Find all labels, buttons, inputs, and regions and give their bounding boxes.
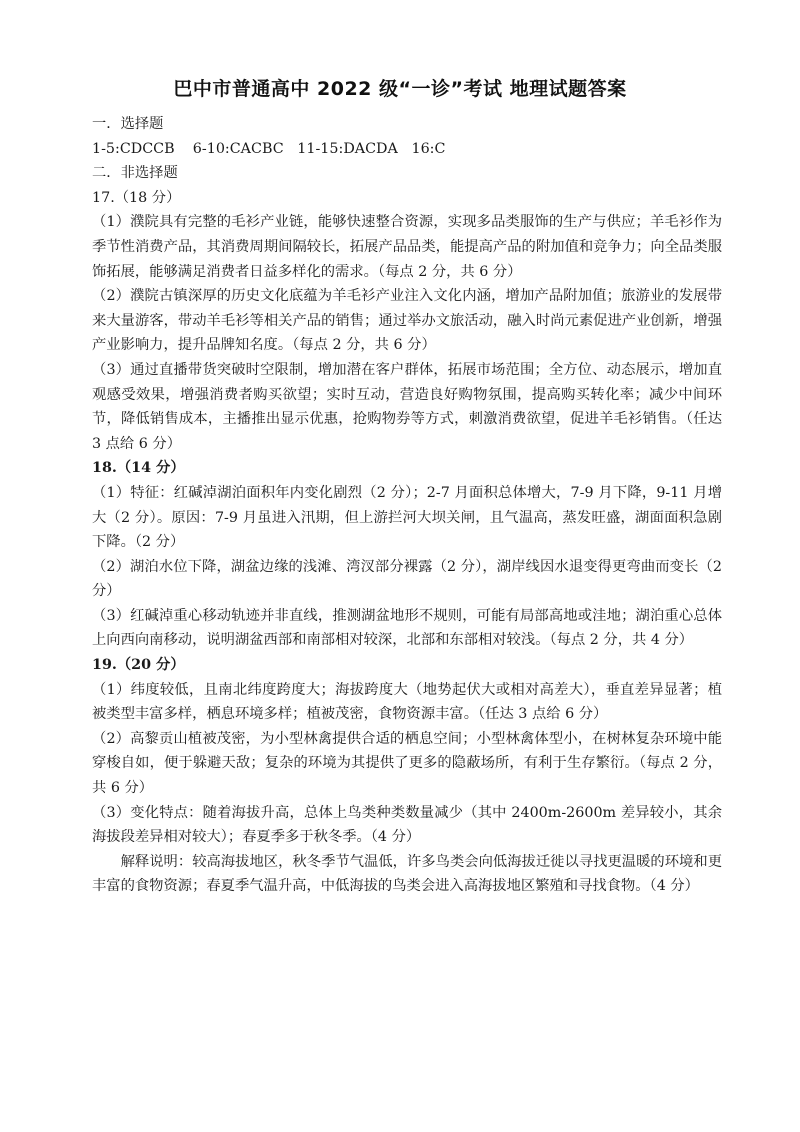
q18-answer-3: （3）红碱淖重心移动轨迹并非直线，推测湖盆地形不规则，可能有局部高地或洼地；湖泊重心总体上向西向南移动，说明湖盆西部和南部相对较深，北部和东部相对较浅。（每点 2 分，共 4 分） — [92, 607, 722, 649]
q19-answer-1: （1）纬度较低，且南北纬度跨度大；海拔跨度大（地势起伏大或相对高差大），垂直差异显著；植被类型丰富多样，栖息环境多样；植被茂密，食物资源丰富。（任达 3 点给 6 分） — [92, 681, 722, 723]
answer-content — [92, 112, 722, 899]
section-1-heading: 一．选择题 — [92, 116, 164, 132]
choice-answers: 1-5:CDCCB 6-10:CACBC 11-15:DACDA 16:C — [92, 140, 446, 157]
q19-answer-2: （2）高黎贡山植被茂密，为小型林禽提供合适的栖息空间；小型林禽体型小，在树林复杂环境中能穿梭自如，便于躲避天敌；复杂的环境为其提供了更多的隐蔽场所，有利于生存繁衍。（每点 2 分，共 6 分） — [92, 730, 722, 797]
q19-answer-explanation: 解释说明：较高海拔地区，秋冬季节气温低，许多鸟类会向低海拔迁徙以寻找更温暖的环境和更丰富的食物资源；春夏季气温升高，中低海拔的鸟类会进入高海拔地区繁殖和寻找食物。（4 分） — [92, 853, 722, 895]
page-title: 巴中市普通高中 2022 级“一诊”考试 地理试题答案 — [173, 78, 627, 100]
q17-answer-1: （1）濮院具有完整的毛衫产业链，能够快速整合资源，实现多品类服饰的生产与供应；羊毛衫作为季节性消费产品，其消费周期间隔较长，拓展产品品类，能提高产品的附加值和竞争力；向全品类服饰拓展，能够满足消费者日益多样化的需求。（每点 2 分，共 6 分） — [92, 214, 722, 280]
q19-answer-3: （3）变化特点：随着海拔升高，总体上鸟类种类数量减少（其中 2400m-2600m 差异较小，其余海拔段差异相对较大）；春夏季多于秋冬季。（4 分） — [92, 804, 722, 846]
question-19-heading: 19.（20 分） — [92, 657, 185, 674]
q17-answer-2: （2）濮院古镇深厚的历史文化底蕴为羊毛衫产业注入文化内涵，增加产品附加值；旅游业的发展带来大量游客，带动羊毛衫等相关产品的销售；通过举办文旅活动，融入时尚元素促进产业创新，增强产业影响力，提升品牌知名度。（每点 2 分，共 6 分） — [92, 288, 722, 354]
q18-answer-1: （1）特征：红碱淖湖泊面积年内变化剧烈（2 分）；2-7 月面积总体增大，7-9 月下降，9-11 月增大（2 分）。原因：7-9 月虽进入汛期，但上游拦河大坝关闸，且气温高，蒸发旺盛，湖面面积急剧下降。（2 分） — [92, 484, 722, 551]
question-18-heading: 18.（14 分） — [92, 460, 185, 477]
section-2-heading: 二．非选择题 — [92, 165, 178, 182]
question-17-heading: 17.（18 分） — [92, 189, 181, 206]
q17-answer-3: （3）通过直播带货突破时空限制，增加潜在客户群体，拓展市场范围；全方位、动态展示，增加直观感受效果，增强消费者购买欲望；实时互动，营造良好购物氛围，提高购买转化率；减少中间环节，降低销售成本，主播推出显示优惠，抢购物券等方式，刺激消费欲望，促进羊毛衫销售。（任达 3 点给 6 分） — [92, 361, 722, 452]
q18-answer-2: （2）湖泊水位下降，湖盆边缘的浅滩、湾汊部分裸露（2 分），湖岸线因水退变得更弯曲而变长（2 分） — [92, 558, 722, 600]
